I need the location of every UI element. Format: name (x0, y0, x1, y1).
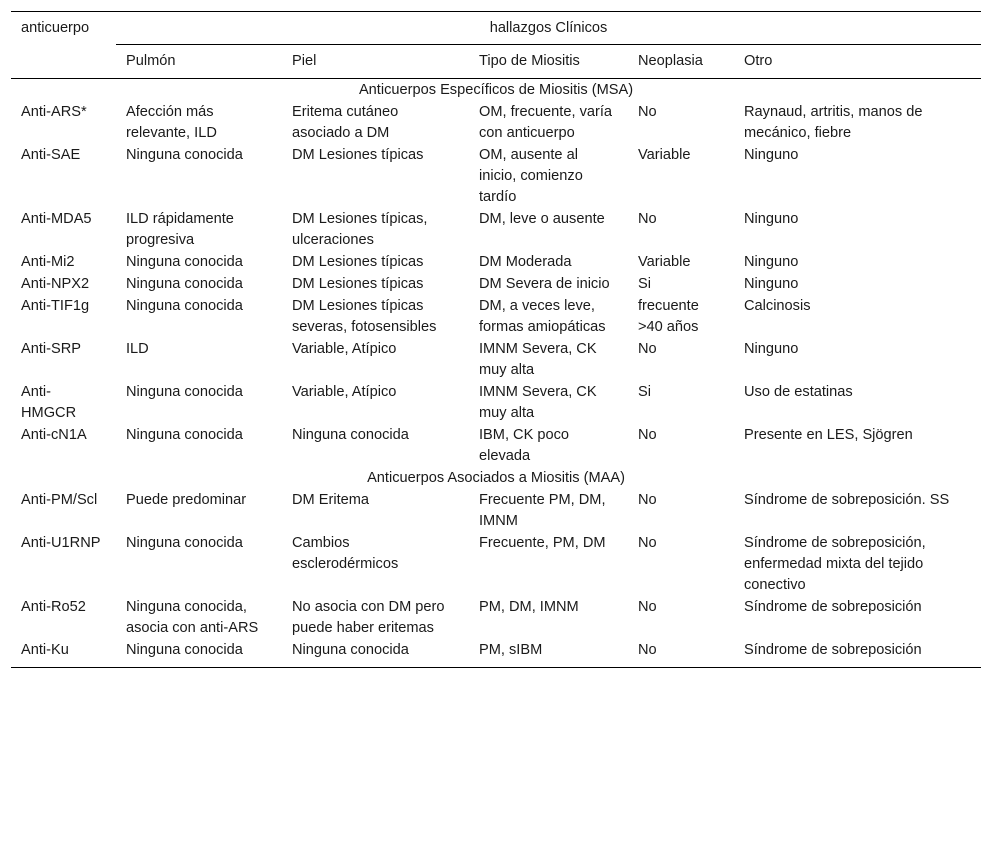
other-cell: Síndrome de sobreposición, enfermedad mixta del tejido conectivo (744, 535, 926, 593)
table-row (11, 596, 981, 639)
table-row (11, 489, 981, 532)
lung-cell: Puede predominar (126, 492, 247, 508)
antibody-cell: Anti-PM/Scl (21, 492, 98, 508)
other-cell: Raynaud, artritis, manos de mecánico, fiebre (744, 104, 923, 141)
lung-cell: Ninguna conocida (126, 427, 243, 443)
neoplasia-cell: No (638, 341, 657, 357)
antibody-header: anticuerpo (11, 12, 116, 79)
lung-cell: Ninguna conocida (126, 254, 243, 270)
antibody-cell: Anti-NPX2 (21, 276, 90, 292)
other-cell: Calcinosis (744, 298, 811, 314)
column-header-other: Otro (734, 45, 981, 79)
table-row (11, 424, 981, 467)
skin-cell: No asocia con DM pero puede haber eritemas (292, 599, 445, 636)
myositis-type-cell: OM, frecuente, varía con anticuerpo (479, 104, 613, 141)
myositis-type-cell: DM, leve o ausente (479, 211, 605, 227)
skin-cell: DM Lesiones típicas (292, 276, 424, 292)
skin-cell: Ninguna conocida (282, 639, 469, 668)
myositis-type-cell: PM, DM, IMNM (479, 599, 579, 615)
antibody-cell: Anti-Ku (11, 639, 116, 668)
table-row (11, 639, 981, 668)
column-header-myositis-type: Tipo de Miositis (469, 45, 628, 79)
lung-cell: ILD (126, 341, 149, 357)
clinical-findings-header: hallazgos Clínicos (116, 12, 981, 45)
column-header-lung: Pulmón (116, 45, 282, 79)
table-row (11, 338, 981, 381)
section-row (11, 467, 981, 489)
myositis-type-cell: DM, a veces leve, formas amiopáticas (479, 298, 606, 335)
antibody-cell: Anti-cN1A (21, 427, 87, 443)
table-row (11, 381, 981, 424)
column-header-skin: Piel (282, 45, 469, 79)
other-cell: Síndrome de sobreposición. SS (744, 492, 950, 508)
antibody-cell: Anti-U1RNP (21, 535, 101, 551)
antibody-cell: Anti-SAE (21, 147, 81, 163)
table-row (11, 101, 981, 144)
myositis-type-cell: DM Severa de inicio (479, 276, 610, 292)
skin-cell: DM Lesiones típicas, ulceraciones (292, 211, 428, 248)
table-body (11, 79, 981, 668)
skin-cell: Variable, Atípico (292, 341, 397, 357)
neoplasia-cell: No (638, 104, 657, 120)
column-header-neoplasia: Neoplasia (628, 45, 734, 79)
other-cell: Ninguno (744, 211, 799, 227)
neoplasia-cell: No (638, 211, 657, 227)
skin-cell: DM Eritema (292, 492, 370, 508)
section-title: Anticuerpos Asociados a Miositis (MAA) (367, 470, 625, 486)
neoplasia-cell: Variable (638, 254, 691, 270)
antibody-cell: Anti-ARS* (21, 104, 87, 120)
lung-cell: Ninguna conocida (126, 147, 243, 163)
other-cell: Presente en LES, Sjögren (744, 427, 913, 443)
myositis-type-cell: DM Moderada (479, 254, 572, 270)
neoplasia-cell: Variable (638, 147, 691, 163)
neoplasia-cell: Si (638, 384, 651, 400)
table-container (11, 11, 981, 668)
table-row (11, 251, 981, 273)
myositis-type-cell: IBM, CK poco elevada (479, 427, 570, 464)
skin-cell: Cambios esclerodérmicos (292, 535, 399, 572)
other-cell: Ninguno (744, 147, 799, 163)
table-row (11, 208, 981, 251)
skin-cell: Ninguna conocida (292, 427, 409, 443)
antibody-cell: Anti-MDA5 (21, 211, 92, 227)
header-row-2 (11, 45, 981, 79)
table-row (11, 532, 981, 596)
section-title: Anticuerpos Específicos de Miositis (MSA) (358, 82, 634, 98)
other-cell: Síndrome de sobreposición (744, 599, 922, 615)
lung-cell: Ninguna conocida (126, 276, 243, 292)
table-row (11, 273, 981, 295)
other-cell: Ninguno (744, 276, 799, 292)
other-cell: Ninguno (744, 341, 799, 357)
skin-cell: DM Lesiones típicas (292, 254, 424, 270)
header-row-1 (11, 12, 981, 45)
neoplasia-cell: frecuente >40 años (638, 298, 699, 335)
skin-cell: DM Lesiones típicas severas, fotosensibles (292, 298, 437, 335)
skin-cell: Variable, Atípico (292, 384, 397, 400)
lung-cell: ILD rápidamente progresiva (126, 211, 234, 248)
antibody-cell: Anti-TIF1g (21, 298, 90, 314)
table-row (11, 295, 981, 338)
antibody-cell: Anti-Mi2 (21, 254, 75, 270)
neoplasia-cell: No (638, 492, 657, 508)
lung-cell: Ninguna conocida (126, 384, 243, 400)
neoplasia-cell: No (638, 599, 657, 615)
neoplasia-cell: Si (638, 276, 651, 292)
antibody-cell: Anti-HMGCR (21, 384, 77, 421)
myositis-type-cell: Frecuente PM, DM, IMNM (479, 492, 606, 529)
neoplasia-cell: No (638, 427, 657, 443)
neoplasia-cell: No (628, 639, 734, 668)
antibody-cell: Anti-Ro52 (21, 599, 86, 615)
other-cell: Ninguno (744, 254, 799, 270)
neoplasia-cell: No (638, 535, 657, 551)
antibody-cell: Anti-SRP (21, 341, 82, 357)
myositis-type-cell: Frecuente, PM, DM (479, 535, 606, 551)
myositis-type-cell: PM, sIBM (469, 639, 628, 668)
antibody-table (11, 11, 981, 668)
skin-cell: DM Lesiones típicas (292, 147, 424, 163)
table-row (11, 144, 981, 208)
other-cell: Uso de estatinas (744, 384, 853, 400)
lung-cell: Ninguna conocida (126, 535, 243, 551)
lung-cell: Ninguna conocida (116, 639, 282, 668)
lung-cell: Ninguna conocida, asocia con anti-ARS (126, 599, 259, 636)
myositis-type-cell: IMNM Severa, CK muy alta (479, 341, 597, 378)
lung-cell: Ninguna conocida (126, 298, 243, 314)
lung-cell: Afección más relevante, ILD (126, 104, 217, 141)
other-cell: Síndrome de sobreposición (734, 639, 981, 668)
skin-cell: Eritema cutáneo asociado a DM (292, 104, 399, 141)
section-row (11, 79, 981, 102)
myositis-type-cell: OM, ausente al inicio, comienzo tardío (479, 147, 583, 205)
myositis-type-cell: IMNM Severa, CK muy alta (479, 384, 597, 421)
